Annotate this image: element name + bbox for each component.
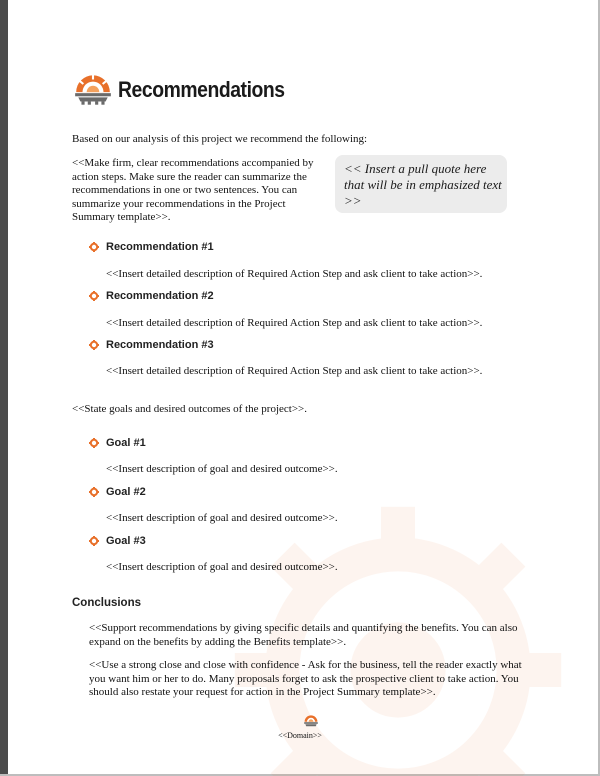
goal-title: Goal #1 xyxy=(106,437,146,449)
gear-bullet-icon xyxy=(89,291,99,301)
recommendation-desc: <<Insert detailed description of Required Action Step and ask client to take action>>. xyxy=(106,365,483,377)
goal-title: Goal #2 xyxy=(106,486,146,498)
gear-bullet-icon xyxy=(89,242,99,252)
gear-bullet-icon xyxy=(89,536,99,546)
recommendation-title: Recommendation #1 xyxy=(106,241,214,253)
page-title: Recommendations xyxy=(118,77,285,102)
goal-title: Goal #3 xyxy=(106,535,146,547)
summary-paragraph: <<Make firm, clear recommendations accompanied by action steps. Make sure the reader can summarize the recommendations in one or two sentences. You can summarize your recommendations in the Project Summary template>>. xyxy=(72,157,314,223)
intro-text: Based on our analysis of this project we recommend the following: xyxy=(72,133,368,145)
recommendation-desc: <<Insert detailed description of Required Action Step and ask client to take action>>. xyxy=(106,317,483,329)
goals-intro-text: <<State goals and desired outcomes of the project>>. xyxy=(72,403,307,415)
gear-bullet-icon xyxy=(89,487,99,497)
left-margin-bar xyxy=(0,0,8,776)
goal-desc: <<Insert description of goal and desired outcome>>. xyxy=(106,463,338,475)
footer-logo-icon xyxy=(303,713,319,729)
recommendation-desc: <<Insert detailed description of Required Action Step and ask client to take action>>. xyxy=(106,268,483,280)
conclusions-paragraph: <<Support recommendations by giving specific details and quantifying the benefits. You can also expand on the benefits by adding the Benefits template>>. xyxy=(89,622,518,648)
goal-desc: <<Insert description of goal and desired outcome>>. xyxy=(106,512,338,524)
footer-domain: <<Domain>> xyxy=(278,731,322,740)
gear-bullet-icon xyxy=(89,340,99,350)
recommendation-title: Recommendation #3 xyxy=(106,339,214,351)
gear-bullet-icon xyxy=(89,438,99,448)
recommendation-title: Recommendation #2 xyxy=(106,290,214,302)
conclusions-heading: Conclusions xyxy=(72,597,142,609)
section-heading xyxy=(72,70,307,110)
goal-desc: <<Insert description of goal and desired outcome>>. xyxy=(106,561,338,573)
pull-quote-box xyxy=(335,155,507,213)
pull-quote-text: << Insert a pull quote here that will be in emphasized text >> xyxy=(344,161,502,208)
gear-sunrise-logo-icon xyxy=(72,69,114,111)
conclusions-paragraph: <<Use a strong close and close with confidence - Ask for the business, tell the reader exactly what you want him or her to do. Many proposals forget to ask the prospective client to take action. You should also restate your request for action in the Project Summary template>>. xyxy=(89,659,522,698)
